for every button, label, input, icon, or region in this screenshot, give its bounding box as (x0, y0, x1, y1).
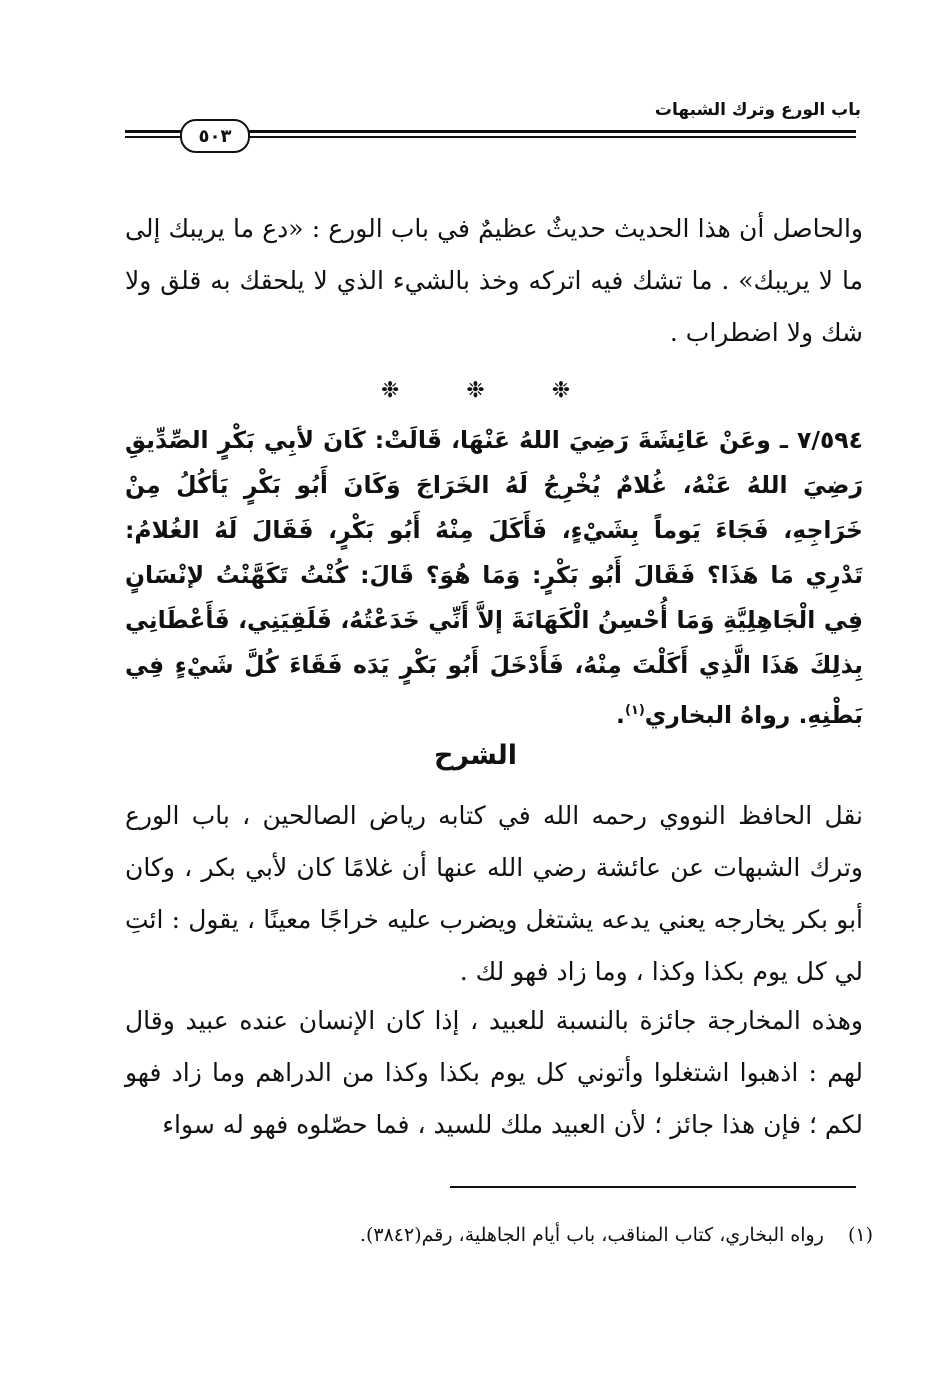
star-icon: ❉ (380, 378, 400, 403)
rule-left-thick (125, 130, 183, 133)
hadith-text: ـ وعَنْ عَائِشَةَ رَضِيَ اللهُ عَنْهَا، قَالَتْ: كَانَ لأبِي بَكْرٍ الصِّدِّيقِ رَضِيَ اللهُ عَنْهُ، غُلامٌ يُخْرِجُ لَهُ الخَرَاجَ وَكَانَ أَبُو بَكْرٍ يَأكُلُ مِنْ خَرَاجِهِ، فَجَاءَ يَوماً بِشَيْءٍ، فَأَكَلَ مِنْهُ أَبُو بَكْرٍ، فَقَالَ لَهُ الغُلامُ: تَدْرِي مَا هَذَا؟ فَقَالَ أَبُو بَكْرٍ: وَمَا هُوَ؟ قَالَ: كُنْتُ تَكَهَّنْتُ لإنْسَانٍ فِي الْجَاهِلِيَّةِ وَمَا أُحْسِنُ الْكَهَانَةَ إلاَّ أَنِّي خَدَعْتُهُ، فَلَقِيَنِي، فَأَعْطَانِي بِذلِكَ هَذَا الَّذِي أَكَلْتَ مِنْهُ، فَأَدْخَلَ أَبُو بَكْرٍ يَدَه فَقَاءَ كُلَّ شَيْءٍ فِي بَطْنِهِ. رواهُ البخاري (125, 426, 863, 729)
star-icon: ❉ (551, 378, 571, 403)
footnote (125, 1220, 873, 1250)
rule-right-thin (244, 136, 856, 138)
rule-right-thick (244, 130, 856, 133)
footnote-rule (450, 1186, 856, 1188)
header-rule (0, 126, 951, 140)
rule-left-thin (125, 136, 183, 138)
intro-paragraph: والحاصل أن هذا الحديث حديثٌ عظيمٌ في باب الورع : «دع ما يريبك إلى ما لا يريبك» . ما تشك فيه اتركه وخذ بالشيء الذي لا يلحقك به قلق ولا شك ولا اضطراب . (125, 214, 863, 347)
explanation-paragraph-1: نقل الحافظ النووي رحمه الله في كتابه رياض الصالحين ، باب الورع وترك الشبهات عن عائشة رضي الله عنها أن غلامًا كان لأبي بكر ، وكان أبو بكر يخارجه يعني يدعه يشتغل ويضرب عليه خراجًا معينًا ، يقول : ائتِ لي كل يوم بكذا وكذا ، وما زاد فهو لك . (125, 801, 863, 986)
explanation-paragraph-2: وهذه المخارجة جائزة بالنسبة للعبيد ، إذا كان الإنسان عنده عبيد وقال لهم : اذهبوا اشتغلوا وأتوني كل يوم بكذا وكذا من الدراهم وما زاد فهو لكم ؛ فإن هذا جائز ؛ لأن العبيد ملك للسيد ، فما حصّلوه فهو له سواء (125, 1006, 863, 1139)
footnote-reference: (١) (624, 703, 645, 718)
footnote-marker: (١) (847, 1224, 873, 1246)
hadith-number: ٧/٥٩٤ (797, 426, 863, 454)
hadith-end: . (616, 700, 625, 729)
running-header-title: باب الورع وترك الشبهات (654, 100, 861, 120)
hadith-block (125, 418, 863, 738)
separator-stars (0, 378, 951, 403)
section-title: الشرح (433, 740, 518, 771)
footnote-text: رواه البخاري، كتاب المناقب، باب أيام الجاهلية، رقم(٣٨٤٢). (359, 1224, 824, 1246)
star-icon: ❉ (466, 378, 485, 403)
page-number: ٥٠٣ (180, 119, 250, 153)
